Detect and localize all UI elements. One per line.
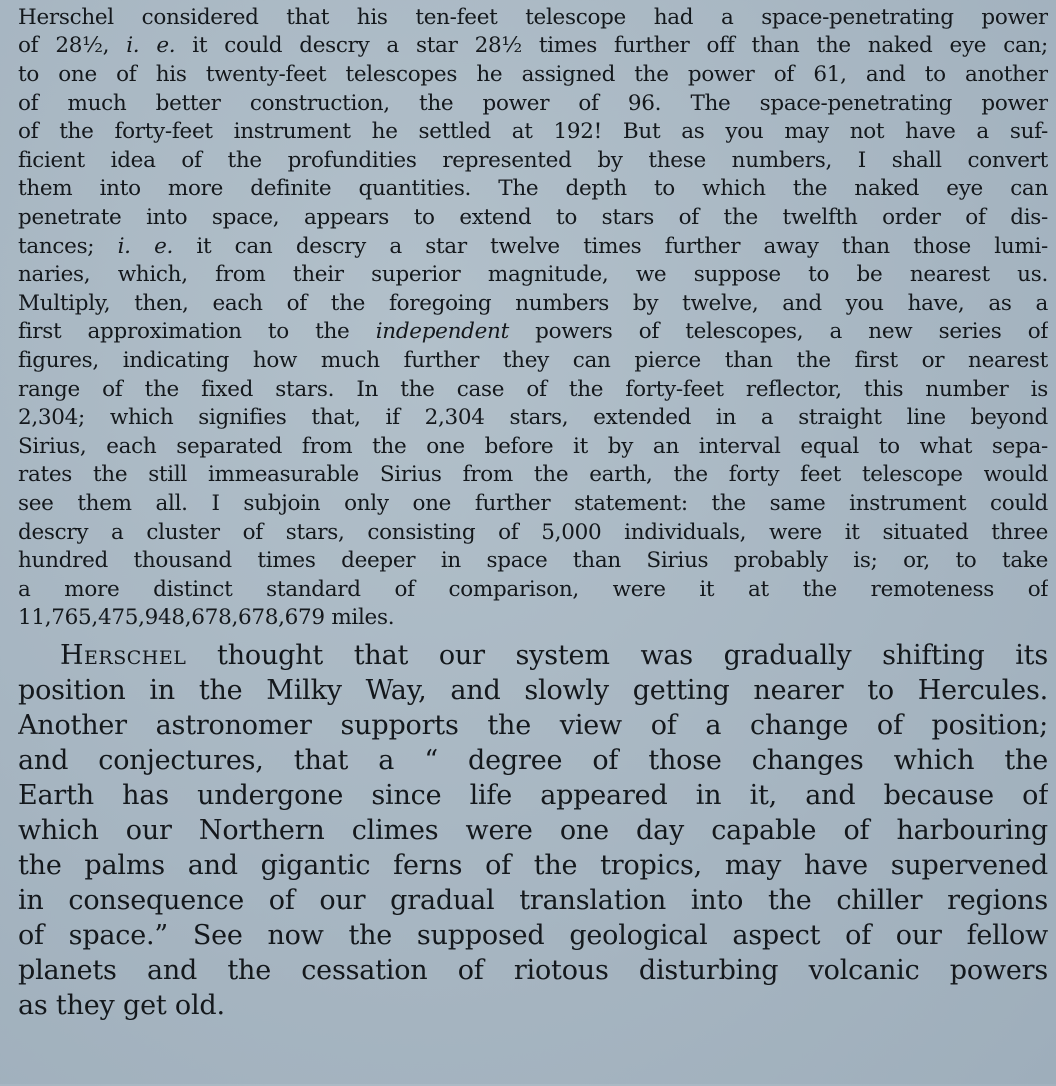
italic-text: independent (375, 319, 509, 344)
text-line: hundred thousand times deeper in space than Sirius probably is; or, to take (18, 548, 1048, 573)
text-line (60, 638, 1048, 674)
text-line: descry a cluster of stars, consisting of 5,000 individuals, were it situated three (18, 520, 1048, 545)
text-line: 11,765,475,948,678,678,679 miles. (18, 605, 395, 630)
text-line: which our Northern climes were one day capable of harbouring (18, 815, 1048, 846)
text-line: 2,304; which signifies that, if 2,304 stars, extended in a straight line beyond (18, 405, 1048, 430)
text-segment: tances; (18, 234, 118, 259)
text-line: rates the still immeasurable Sirius from the earth, the forty feet telescope would (18, 462, 1048, 487)
text-line (18, 318, 1048, 345)
text-line: see them all. I subjoin only one further statement: the same instrument could (18, 491, 1048, 516)
text-line: Sirius, each separated from the one before it by an interval equal to what sepa- (18, 434, 1048, 459)
italic-text: i. e. (117, 234, 174, 259)
text-line: figures, indicating how much further they can pierce than the first or nearest (18, 348, 1048, 373)
text-line: Earth has undergone since life appeared in it, and because of (18, 780, 1048, 811)
lead-word: Herschel (60, 640, 187, 671)
text-line: as they get old. (18, 990, 225, 1021)
text-segment: thought that our system was gradually shifting its (186, 640, 1048, 671)
text-line: of the forty-feet instrument he settled at 192! But as you may not have a suf- (18, 119, 1048, 144)
text-line: planets and the cessation of riotous disturbing volcanic powers (18, 955, 1048, 986)
text-line: of much better construction, the power of 96. The space-penetrating power (18, 91, 1048, 116)
text-line: to one of his twenty-feet telescopes he assigned the power of 61, and to another (18, 62, 1048, 87)
text-segment: it could descry a star 28½ times further off than the naked eye can; (175, 33, 1048, 58)
text-line: of space.” See now the supposed geological aspect of our fellow (18, 920, 1048, 951)
text-line: a more distinct standard of comparison, were it at the remoteness of (18, 577, 1048, 602)
text-line: Another astronomer supports the view of a change of position; (18, 710, 1048, 741)
text-line: the palms and gigantic ferns of the tropics, may have supervened (18, 850, 1048, 881)
italic-text: i. e. (126, 33, 176, 58)
text-line: Multiply, then, each of the foregoing numbers by twelve, and you have, as a (18, 291, 1048, 316)
text-line: penetrate into space, appears to extend to stars of the twelfth order of dis- (18, 205, 1048, 230)
text-line: in consequence of our gradual translation into the chiller regions (18, 885, 1048, 916)
text-line: Herschel considered that his ten-feet telescope had a space-penetrating power (18, 5, 1048, 30)
text-segment: first approximation to the (18, 319, 376, 344)
text-line (18, 32, 1048, 59)
text-line: and conjectures, that a “ degree of those changes which the (18, 745, 1048, 776)
text-segment: it can descry a star twelve times further away than those lumi- (173, 234, 1048, 259)
text-line: naries, which, from their superior magnitude, we suppose to be nearest us. (18, 262, 1048, 287)
text-line: position in the Milky Way, and slowly getting nearer to Hercules. (18, 675, 1048, 706)
text-line: range of the fixed stars. In the case of the forty-feet reflector, this number is (18, 377, 1048, 402)
text-line: ficient idea of the profundities represented by these numbers, I shall convert (18, 148, 1048, 173)
text-line (18, 233, 1048, 260)
text-segment: of 28½, (18, 33, 127, 58)
text-line: them into more definite quantities. The depth to which the naked eye can (18, 176, 1048, 201)
text-segment: powers of telescopes, a new series of (508, 319, 1048, 344)
